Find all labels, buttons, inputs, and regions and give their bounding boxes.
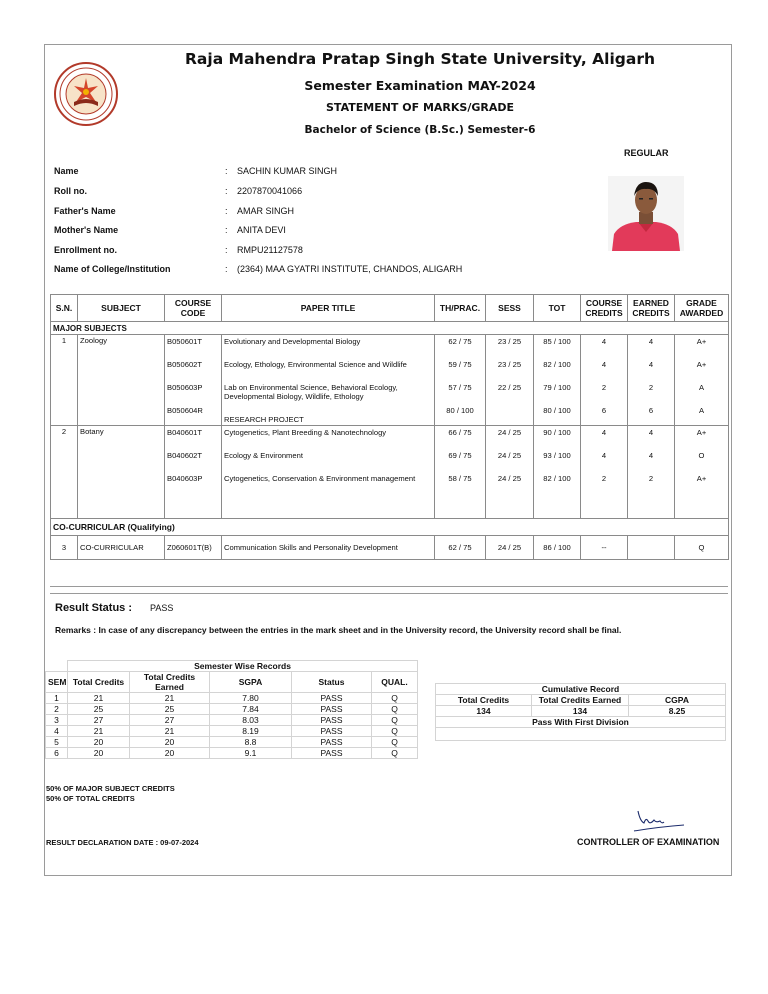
- sn-cell: 1: [51, 335, 78, 426]
- th-cell: [435, 426, 486, 519]
- sem-cell: Q: [372, 715, 418, 726]
- sn-cell: 3: [51, 536, 78, 560]
- remarks: Remarks : In case of any discrepancy between the entries in the mark sheet and in the University record, the University record shall be final.: [55, 625, 622, 635]
- semester-row: [46, 726, 418, 737]
- sess-stack: [486, 335, 533, 425]
- code-stack: [165, 426, 221, 518]
- earned-credits: 4: [648, 451, 654, 460]
- th-stack: [435, 426, 485, 518]
- university-seal-icon: [54, 62, 118, 126]
- tot-marks: 80 / 100: [543, 406, 571, 415]
- sess-marks: 24 / 25: [497, 451, 522, 460]
- grade-cell: [675, 335, 729, 426]
- title-cell: Communication Skills and Personality Development: [222, 536, 435, 560]
- th-marks: 69 / 75: [448, 451, 472, 460]
- credit-notes: [46, 784, 175, 804]
- credits-stack: [581, 335, 627, 425]
- paper-title: Ecology & Environment: [224, 451, 303, 460]
- grade: A: [698, 383, 705, 392]
- cumulative-credits-earned: 134: [532, 706, 629, 717]
- info-label: Mother's Name: [54, 225, 119, 235]
- course-credits: 4: [601, 360, 607, 369]
- paper-title: Ecology, Ethology, Environmental Science and Wildlife: [224, 360, 407, 369]
- empty-row: [436, 728, 726, 741]
- course-code: B050603P: [167, 383, 203, 392]
- sess-marks: 22 / 25: [497, 383, 522, 392]
- sem-cell: 27: [130, 715, 210, 726]
- sem-cell: PASS: [292, 726, 372, 737]
- credits-stack: [581, 426, 627, 518]
- cumulative-title: Cumulative Record: [436, 684, 726, 695]
- header-sn: S.N.: [51, 295, 78, 322]
- th-cell: 62 / 75: [435, 536, 486, 560]
- tot-stack: [534, 426, 580, 518]
- sem-header: QUAL.: [372, 672, 418, 693]
- tot-cell: 86 / 100: [534, 536, 581, 560]
- th-marks: 62 / 75: [448, 337, 472, 346]
- course-code: B040601T: [167, 428, 203, 437]
- earned-credits: 4: [648, 360, 654, 369]
- th-marks: 58 / 75: [448, 474, 472, 483]
- sem-cell: Q: [372, 748, 418, 759]
- note-line: 50% OF MAJOR SUBJECT CREDITS: [46, 784, 175, 793]
- th-marks: 57 / 75: [448, 383, 472, 392]
- tot-marks: 82 / 100: [543, 474, 571, 483]
- colon: :: [225, 225, 228, 235]
- marks-table: [50, 294, 729, 560]
- colon: :: [225, 166, 228, 176]
- header-tot: TOT: [534, 295, 581, 322]
- semester-records-title: Semester Wise Records: [68, 661, 418, 672]
- cocurricular-label: CO-CURRICULAR (Qualifying): [51, 519, 729, 536]
- paper-title: Cytogenetics, Conservation & Environment management: [224, 474, 416, 483]
- info-label: Name: [54, 166, 79, 176]
- header-grade: GRADE AWARDED: [675, 295, 729, 322]
- sem-header: Total Credits Earned: [130, 672, 210, 693]
- student-photo: [608, 176, 684, 251]
- cumulative-title-row: [436, 684, 726, 695]
- grade-cell: [675, 426, 729, 519]
- cumulative-header: Total Credits Earned: [532, 695, 629, 706]
- colon: :: [225, 264, 228, 274]
- title-stack: [222, 335, 434, 425]
- sem-cell: PASS: [292, 737, 372, 748]
- info-label: Enrollment no.: [54, 245, 117, 255]
- th-marks: 80 / 100: [446, 406, 474, 415]
- header-th-prac: TH/PRAC.: [435, 295, 486, 322]
- sem-cell: 20: [68, 748, 130, 759]
- sem-cell: 21: [130, 693, 210, 704]
- result-status-value: PASS: [150, 603, 174, 613]
- sem-cell: 8.19: [210, 726, 292, 737]
- course-credits: 4: [601, 451, 607, 460]
- earned-credits: 4: [648, 428, 654, 437]
- sem-header: SGPA: [210, 672, 292, 693]
- credits-cell: [581, 335, 628, 426]
- cumulative-header-row: [436, 695, 726, 706]
- exam-title: Semester Examination MAY-2024: [304, 78, 536, 93]
- divider: [50, 593, 728, 594]
- course-code: B040602T: [167, 451, 203, 460]
- course-credits: 2: [601, 474, 607, 483]
- grade-stack: [675, 335, 728, 425]
- tot-marks: 79 / 100: [543, 383, 571, 392]
- title-cell: [222, 335, 435, 426]
- title-cell: [222, 426, 435, 519]
- sem-cell: 20: [68, 737, 130, 748]
- sess-marks: 23 / 25: [497, 360, 522, 369]
- semester-row: [46, 693, 418, 704]
- earned-stack: [628, 335, 674, 425]
- subject-cell: Zoology: [78, 335, 165, 426]
- sem-cell: 21: [68, 726, 130, 737]
- tot-stack: [534, 335, 580, 425]
- sem-cell: 7.80: [210, 693, 292, 704]
- major-subjects-label: MAJOR SUBJECTS: [51, 322, 729, 335]
- cumulative-value-row: [436, 706, 726, 717]
- sem-header: Status: [292, 672, 372, 693]
- sem-cell: 5: [46, 737, 68, 748]
- tot-marks: 93 / 100: [543, 451, 571, 460]
- tot-cell: [534, 426, 581, 519]
- controller-of-examination: CONTROLLER OF EXAMINATION: [577, 837, 720, 847]
- program-title: Bachelor of Science (B.Sc.) Semester-6: [304, 124, 536, 136]
- sem-cell: Q: [372, 693, 418, 704]
- grade: A+: [696, 360, 707, 369]
- header-sess: SESS: [486, 295, 534, 322]
- th-stack: [435, 335, 485, 425]
- info-label: Roll no.: [54, 186, 87, 196]
- credits-cell: --: [581, 536, 628, 560]
- sess-cell: [486, 335, 534, 426]
- earned-credits: 2: [648, 383, 654, 392]
- grade-stack: [675, 426, 728, 518]
- course-credits: 4: [601, 337, 607, 346]
- sem-cell: 27: [68, 715, 130, 726]
- marks-header-row: [51, 295, 729, 322]
- subject-row-botany: [51, 426, 729, 519]
- sn-cell: 2: [51, 426, 78, 519]
- paper-title: Cytogenetics, Plant Breeding & Nanotechnology: [224, 428, 387, 437]
- code-stack: [165, 335, 221, 425]
- sem-cell: 20: [130, 748, 210, 759]
- sem-cell: 25: [130, 704, 210, 715]
- sem-header: SEM: [46, 672, 68, 693]
- tot-marks: 82 / 100: [543, 360, 571, 369]
- header-course-code: COURSE CODE: [165, 295, 222, 322]
- regular-badge: REGULAR: [624, 148, 669, 158]
- header-subject: SUBJECT: [78, 295, 165, 322]
- earned-credits: 2: [648, 474, 654, 483]
- course-code: B050601T: [167, 337, 203, 346]
- semester-records-title-row: [46, 661, 418, 672]
- sem-cell: PASS: [292, 748, 372, 759]
- header-earned-credits: EARNED CREDITS: [628, 295, 675, 322]
- paper-title: RESEARCH PROJECT: [224, 415, 304, 424]
- sem-cell: Q: [372, 726, 418, 737]
- sess-cell: [486, 426, 534, 519]
- sess-marks: 24 / 25: [497, 474, 522, 483]
- grade: A+: [696, 428, 707, 437]
- sem-cell: PASS: [292, 715, 372, 726]
- code-cell: [165, 426, 222, 519]
- header-paper-title: PAPER TITLE: [222, 295, 435, 322]
- code-cell: [165, 335, 222, 426]
- semester-records-table: [45, 660, 418, 759]
- controller-signature: [632, 805, 687, 835]
- sem-cell: Q: [372, 737, 418, 748]
- subject-row-zoology: [51, 335, 729, 426]
- title-stack: [222, 426, 434, 518]
- cumulative-header: CGPA: [629, 695, 726, 706]
- header-course-credits: COURSE CREDITS: [581, 295, 628, 322]
- sem-cell: PASS: [292, 704, 372, 715]
- sem-cell: 2: [46, 704, 68, 715]
- cgpa-value: 8.25: [629, 706, 726, 717]
- course-credits: 6: [601, 406, 607, 415]
- earned-credits: 6: [648, 406, 654, 415]
- course-credits: 4: [601, 428, 607, 437]
- subject-cell: Botany: [78, 426, 165, 519]
- earned-credits: 4: [648, 337, 654, 346]
- info-value: AMAR SINGH: [237, 206, 295, 216]
- sess-stack: [486, 426, 533, 518]
- info-value: (2364) MAA GYATRI INSTITUTE, CHANDOS, ALIGARH: [237, 264, 463, 274]
- info-value: RMPU21127578: [237, 245, 303, 255]
- sess-marks: 23 / 25: [497, 337, 522, 346]
- earned-stack: [628, 426, 674, 518]
- grade-cell: Q: [675, 536, 729, 560]
- colon: :: [225, 245, 228, 255]
- colon: :: [225, 206, 228, 216]
- sem-cell: 21: [68, 693, 130, 704]
- grade: A: [698, 406, 705, 415]
- sess-marks: 24 / 25: [497, 428, 522, 437]
- semester-row: [46, 737, 418, 748]
- sem-cell: 7.84: [210, 704, 292, 715]
- info-label: Name of College/Institution: [54, 264, 171, 274]
- sem-cell: PASS: [292, 693, 372, 704]
- sem-cell: Q: [372, 704, 418, 715]
- subject-cell: CO-CURRICULAR: [78, 536, 165, 560]
- cocurricular-heading-row: [51, 519, 729, 536]
- paper-title: Lab on Environmental Science, Behavioral Ecology, Developmental Biology, Wildlife, Ethology: [224, 383, 398, 401]
- grade: O: [698, 451, 705, 460]
- cumulative-record-table: [435, 683, 726, 741]
- grade: A+: [696, 337, 707, 346]
- cocurricular-row: [51, 536, 729, 560]
- th-marks: 66 / 75: [448, 428, 472, 437]
- earned-cell: [628, 426, 675, 519]
- sem-cell: 25: [68, 704, 130, 715]
- credits-cell: [581, 426, 628, 519]
- cumulative-header: Total Credits: [436, 695, 532, 706]
- sem-header: Total Credits: [68, 672, 130, 693]
- sem-cell: 1: [46, 693, 68, 704]
- cumulative-total-credits: 134: [436, 706, 532, 717]
- grade: A+: [696, 474, 707, 483]
- earned-cell: [628, 335, 675, 426]
- course-code: B050604R: [167, 406, 203, 415]
- tot-marks: 90 / 100: [543, 428, 571, 437]
- tot-marks: 85 / 100: [543, 337, 571, 346]
- semester-records-header: [46, 672, 418, 693]
- major-subjects-row: [51, 322, 729, 335]
- course-credits: 2: [601, 383, 607, 392]
- semester-row: [46, 715, 418, 726]
- statement-title: STATEMENT OF MARKS/GRADE: [326, 101, 514, 114]
- sem-cell: 3: [46, 715, 68, 726]
- paper-title: Evolutionary and Developmental Biology: [224, 337, 361, 346]
- sess-cell: 24 / 25: [486, 536, 534, 560]
- semester-row: [46, 748, 418, 759]
- sem-cell: 9.1: [210, 748, 292, 759]
- info-value: ANITA DEVI: [237, 225, 286, 235]
- sem-cell: 20: [130, 737, 210, 748]
- colon: :: [225, 186, 228, 196]
- tot-cell: [534, 335, 581, 426]
- note-line: 50% OF TOTAL CREDITS: [46, 794, 135, 803]
- course-code: B050602T: [167, 360, 203, 369]
- semester-row: [46, 704, 418, 715]
- info-value: SACHIN KUMAR SINGH: [237, 166, 338, 176]
- result-declaration-date: RESULT DECLARATION DATE : 09-07-2024: [46, 838, 199, 847]
- division: Pass With First Division: [436, 717, 726, 728]
- info-value: 2207870041066: [237, 186, 303, 196]
- sem-cell: 8.03: [210, 715, 292, 726]
- th-cell: [435, 335, 486, 426]
- course-code: B040603P: [167, 474, 203, 483]
- th-marks: 59 / 75: [448, 360, 472, 369]
- code-cell: Z060601T(B): [165, 536, 222, 560]
- earned-cell: [628, 536, 675, 560]
- university-name: Raja Mahendra Pratap Singh State University, Aligarh: [184, 50, 656, 68]
- division-row: [436, 717, 726, 728]
- sem-cell: 6: [46, 748, 68, 759]
- result-status-label: Result Status :: [55, 602, 133, 614]
- sem-cell: 4: [46, 726, 68, 737]
- info-label: Father's Name: [54, 206, 116, 216]
- sem-cell: 21: [130, 726, 210, 737]
- sem-cell: 8.8: [210, 737, 292, 748]
- divider: [50, 586, 728, 587]
